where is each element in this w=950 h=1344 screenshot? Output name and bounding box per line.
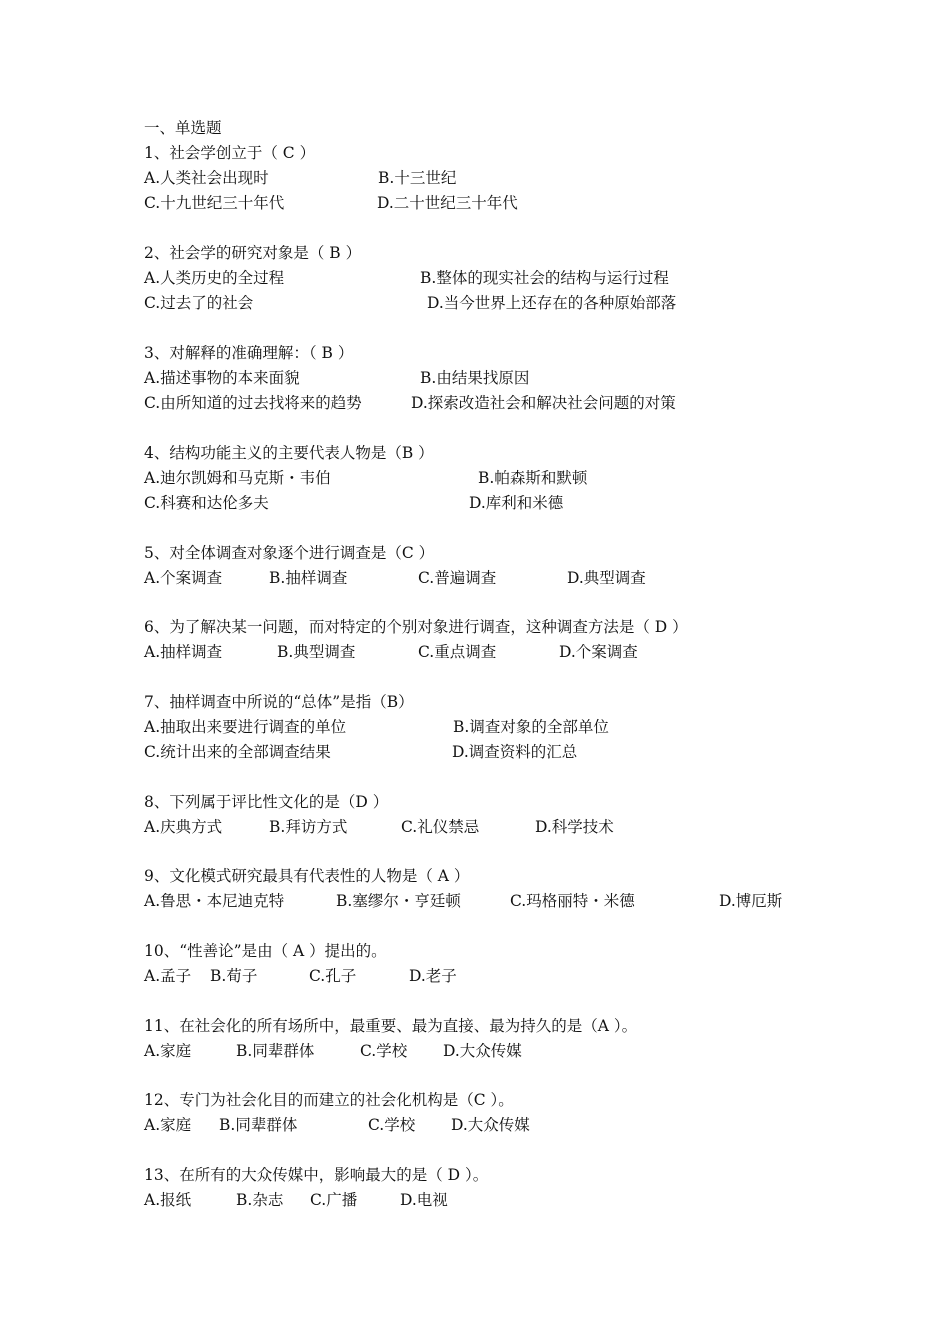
option-d: D.老子 — [409, 967, 457, 985]
question-stem: 5、对全体调查对象逐个进行调查是（C ） — [144, 544, 435, 562]
question-8-options-line — [0, 815, 950, 839]
option-c: C.重点调查 — [418, 643, 497, 661]
option-a: A.鲁思・本尼迪克特 — [144, 892, 285, 910]
question-5-stem-line — [0, 541, 950, 565]
option-a: A.孟子 — [144, 967, 192, 985]
question-stem: 4、结构功能主义的主要代表人物是（B ） — [144, 444, 434, 462]
question-stem: 9、文化模式研究最具有代表性的人物是（ A ） — [144, 867, 470, 885]
option-b: B.塞缪尔・亨廷顿 — [336, 892, 461, 910]
question-stem: 1、社会学创立于（ C ） — [144, 144, 316, 162]
question-4-stem-line — [0, 441, 950, 465]
option-b: B.调查对象的全部单位 — [453, 718, 609, 736]
option-d: D.探索改造社会和解决社会问题的对策 — [411, 394, 676, 412]
question-13-stem-line — [0, 1163, 950, 1187]
question-stem: 8、下列属于评比性文化的是（D ） — [144, 793, 389, 811]
question-3-options-line — [0, 391, 950, 415]
option-a: A.抽样调查 — [144, 643, 223, 661]
question-stem: 2、社会学的研究对象是（ B ） — [144, 244, 362, 262]
question-stem: 6、为了解决某一问题，而对特定的个别对象进行调查，这种调查方法是（ D ） — [144, 618, 688, 636]
question-7-stem-line — [0, 690, 950, 714]
question-stem: 7、抽样调查中所说的“总体”是指（B） — [144, 693, 414, 711]
option-c: C.十九世纪三十年代 — [144, 194, 285, 212]
option-b: B.十三世纪 — [378, 169, 457, 187]
question-7-options-line — [0, 715, 950, 739]
question-6-stem-line — [0, 615, 950, 639]
option-c: C.玛格丽特・米德 — [510, 892, 635, 910]
question-1-options-line — [0, 191, 950, 215]
option-b: B.由结果找原因 — [420, 369, 530, 387]
option-a: A.人类社会出现时 — [144, 169, 269, 187]
question-2-options-line — [0, 266, 950, 290]
option-b: B.拜访方式 — [269, 818, 348, 836]
option-b: B.整体的现实社会的结构与运行过程 — [420, 269, 669, 287]
section-title: 一、单选题 — [144, 119, 222, 137]
question-12-stem-line — [0, 1088, 950, 1112]
option-a: A.庆典方式 — [144, 818, 223, 836]
question-11-stem-line — [0, 1014, 950, 1038]
question-10-stem-line — [0, 939, 950, 963]
question-1-stem-line — [0, 141, 950, 165]
option-d: D.科学技术 — [535, 818, 614, 836]
question-3-stem-line — [0, 341, 950, 365]
option-c: C.学校 — [368, 1116, 416, 1134]
option-c: C.统计出来的全部调查结果 — [144, 743, 331, 761]
option-a: A.迪尔凯姆和马克斯・韦伯 — [144, 469, 331, 487]
option-c: C.由所知道的过去找将来的趋势 — [144, 394, 362, 412]
option-d: D.当今世界上还存在的各种原始部落 — [427, 294, 677, 312]
option-b: B.杂志 — [236, 1191, 284, 1209]
option-a: A.个案调查 — [144, 569, 223, 587]
question-12-options-line — [0, 1113, 950, 1137]
option-b: B.荀子 — [210, 967, 258, 985]
question-2-stem-line — [0, 241, 950, 265]
option-a: A.家庭 — [144, 1042, 192, 1060]
question-9-stem-line — [0, 864, 950, 888]
question-8-stem-line — [0, 790, 950, 814]
option-d: D.典型调查 — [567, 569, 646, 587]
option-d: D.电视 — [400, 1191, 448, 1209]
question-4-options-line — [0, 466, 950, 490]
question-3-options-line — [0, 366, 950, 390]
question-stem: 3、对解释的准确理解：（ B ） — [144, 344, 354, 362]
question-4-options-line — [0, 491, 950, 515]
option-a: A.家庭 — [144, 1116, 192, 1134]
option-a: A.报纸 — [144, 1191, 192, 1209]
option-c: C.学校 — [360, 1042, 408, 1060]
option-b: B.同辈群体 — [236, 1042, 315, 1060]
option-a: A.描述事物的本来面貌 — [144, 369, 300, 387]
option-b: B.典型调查 — [277, 643, 356, 661]
option-d: D.大众传媒 — [443, 1042, 522, 1060]
question-13-options-line — [0, 1188, 950, 1212]
question-stem: 12、专门为社会化目的而建立的社会化机构是（C ）。 — [144, 1091, 514, 1109]
option-c: C.过去了的社会 — [144, 294, 254, 312]
question-stem: 13、在所有的大众传媒中，影响最大的是（ D ）。 — [144, 1166, 489, 1184]
option-b: B.同辈群体 — [219, 1116, 298, 1134]
option-a: A.人类历史的全过程 — [144, 269, 285, 287]
option-d: D.二十世纪三十年代 — [377, 194, 518, 212]
option-c: C.普遍调查 — [418, 569, 497, 587]
option-c: C.礼仪禁忌 — [401, 818, 480, 836]
section-heading-line — [0, 116, 950, 140]
option-c: C.科赛和达伦多夫 — [144, 494, 269, 512]
question-stem: 10、“性善论”是由（ A ）提出的。 — [144, 942, 387, 960]
question-7-options-line — [0, 740, 950, 764]
option-b: B.抽样调查 — [269, 569, 348, 587]
option-d: D.博厄斯 — [719, 892, 783, 910]
option-b: B.帕森斯和默顿 — [478, 469, 588, 487]
option-c: C.广播 — [310, 1191, 358, 1209]
question-1-options-line — [0, 166, 950, 190]
option-d: D.个案调查 — [559, 643, 638, 661]
question-5-options-line — [0, 566, 950, 590]
option-d: D.库利和米德 — [469, 494, 564, 512]
question-6-options-line — [0, 640, 950, 664]
question-9-options-line — [0, 889, 950, 913]
question-10-options-line — [0, 964, 950, 988]
option-c: C.孔子 — [309, 967, 357, 985]
question-2-options-line — [0, 291, 950, 315]
option-d: D.大众传媒 — [451, 1116, 530, 1134]
question-11-options-line — [0, 1039, 950, 1063]
option-d: D.调查资料的汇总 — [452, 743, 578, 761]
question-stem: 11、在社会化的所有场所中，最重要、最为直接、最为持久的是（A ）。 — [144, 1017, 638, 1035]
option-a: A.抽取出来要进行调查的单位 — [144, 718, 347, 736]
